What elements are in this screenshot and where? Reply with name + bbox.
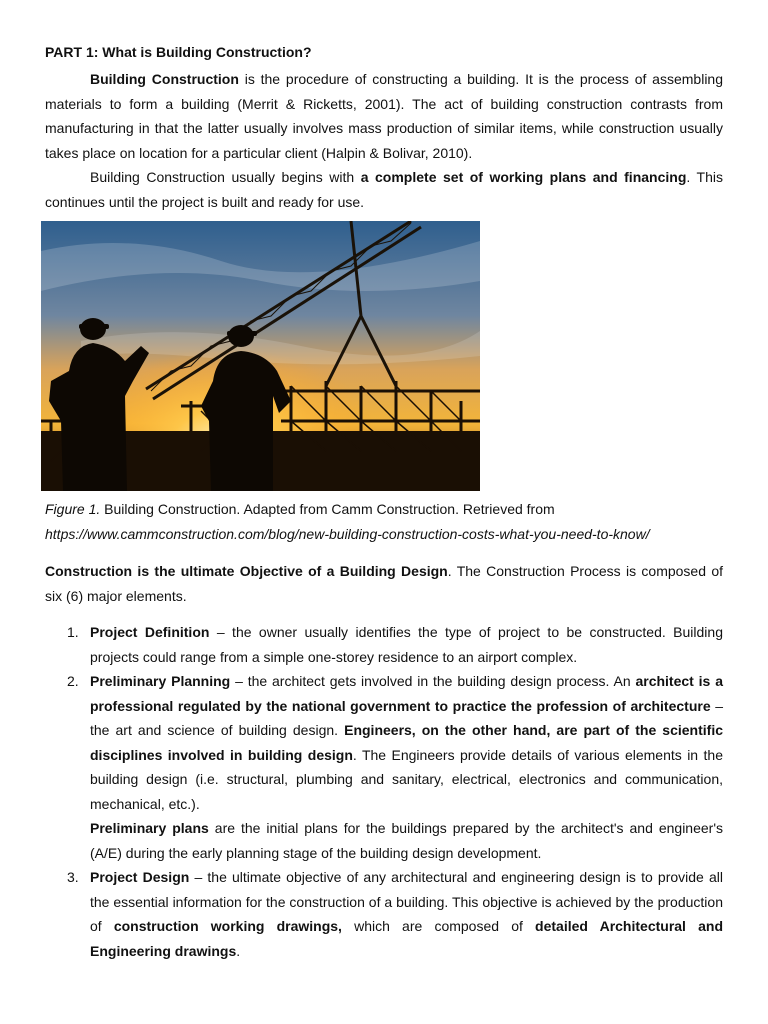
item-text: – the ultimate objective of any architectural and engineering design is to provide all the essential information for the construction of a building. This objective is achieved by the production of [90, 869, 723, 934]
list-item [45, 669, 723, 865]
item-text: are the initial plans for the buildings prepared by the architect's and engineer's (A/E) during the early planning stage of the building design development. [90, 820, 724, 861]
intro-text: is the procedure of constructing a building. It is the process of assembling materials to form a building (Merrit & Ricketts, 2001). The act of building construction contrasts from manufacturing in that the latter usually involves mass production of similar items, while construction usually takes place on location for a particular client (Halpin & Bolivar, 2010). [45, 71, 723, 161]
objective-paragraph [45, 559, 723, 608]
figure-label: Figure 1. [45, 501, 101, 517]
begins-bold: a complete set of working plans and financing [360, 169, 687, 185]
figure-text: Building Construction. Adapted from Camm Construction. Retrieved from [100, 501, 555, 517]
item-bold: Preliminary plans [90, 820, 209, 836]
item-bold: construction working drawings, [113, 918, 342, 934]
begins-paragraph [45, 165, 723, 214]
begins-pre: Building Construction usually begins with [90, 169, 361, 185]
objective-text: . The Construction Process is composed of six (6) major elements. [45, 563, 723, 604]
item-text: – the owner usually identifies the type of project to be constructed. Building projects could range from a simple one-storey residence to an airport complex. [90, 624, 723, 665]
begins-post: . This continues until the project is built and ready for use. [45, 169, 723, 210]
item-bold: detailed Architectural and Engineering drawings [90, 918, 723, 959]
list-item [45, 620, 723, 669]
list-number: 2. [67, 673, 79, 689]
list-item [45, 865, 723, 963]
list-number: 1. [67, 624, 79, 640]
item-title: Project Design [90, 869, 190, 885]
item-text: . [236, 942, 241, 959]
item-text: which are composed of [341, 918, 536, 934]
intro-paragraph [45, 67, 723, 165]
item-text: – the art and science of building design. [90, 697, 723, 738]
construction-photo [41, 221, 480, 491]
item-text: . The Engineers provide details of various elements in the building design (i.e. structural, plumbing and sanitary, electrical, electronics and communication, mechanical, etc.). [90, 746, 723, 812]
figure-caption [45, 497, 735, 546]
section-heading: PART 1: What is Building Construction? [45, 44, 312, 60]
item-bold: Engineers, on the other hand, are part of the scientific disciplines involved in building design [90, 722, 723, 763]
item-text: – the architect gets involved in the building design process. An [230, 673, 636, 689]
item-title: Preliminary Planning [90, 673, 231, 689]
objective-bold: Construction is the ultimate Objective of a Building Design [45, 563, 448, 579]
list-number: 3. [67, 869, 79, 885]
figure-url[interactable]: https://www.cammconstruction.com/blog/new-building-construction-costs-what-you-need-to-know/ [45, 525, 650, 542]
intro-term: Building Construction [90, 71, 239, 87]
item-title: Project Definition [90, 624, 210, 640]
elements-list [45, 620, 723, 963]
item-bold: architect is a professional regulated by the national government to practice the profession of architecture [90, 673, 723, 714]
